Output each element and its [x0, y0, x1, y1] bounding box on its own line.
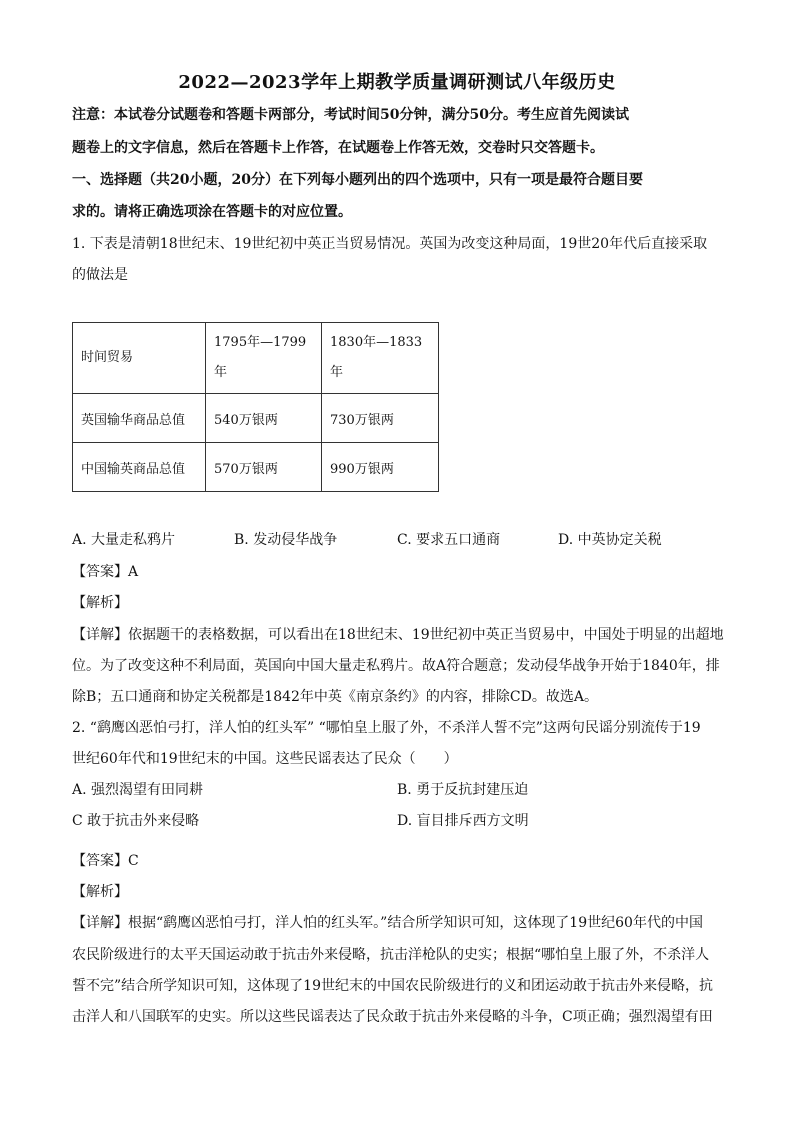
table-row	[73, 443, 439, 492]
q1-detail-line-3: 除B；五口通商和协定关税都是1842年中英《南京条约》的内容，排除CD。故选A。	[72, 689, 598, 705]
section-heading-line-2: 求的。请将正确选项涂在答题卡的对应位置。	[72, 204, 352, 220]
q2-option-a: A. 强烈渴望有田同耕	[72, 782, 204, 798]
table-row	[73, 394, 439, 443]
q2-detail-line-1: 【详解】根据“鹞鹰凶恶怕弓打，洋人怕的红头军。”结合所学知识可知，这体现了19世纪60年代的中国	[72, 915, 703, 931]
q2-option-d: D. 盲目排斥西方文明	[397, 813, 529, 829]
page-title: 2022—2023学年上期教学质量调研测试八年级历史	[178, 72, 616, 93]
q1-option-a: A. 大量走私鸦片	[72, 532, 176, 548]
q2-stem-line-1: 2. “鹞鹰凶恶怕弓打，洋人怕的红头军” “哪怕皇上服了外，不杀洋人誓不完”这两句民谣分别流传于19	[72, 720, 701, 736]
q2-option-b: B. 勇于反抗封建压迫	[397, 782, 529, 798]
q1-stem-line-2: 的做法是	[72, 267, 128, 283]
q2-stem-line-2: 世纪60年代和19世纪末的中国。这些民谣表达了民众（ ）	[72, 751, 458, 767]
table-cell: 中国输英商品总值	[73, 443, 206, 492]
q1-analysis-label: 【解析】	[72, 595, 128, 611]
q2-detail-line-3: 誓不完”结合所学知识可知，这体现了19世纪末的中国农民阶级进行的义和团运动敢于抗击外来侵略，抗	[72, 978, 713, 994]
notice-line-2: 题卷上的文字信息，然后在答题卡上作答，在试题卷上作答无效，交卷时只交答题卡。	[72, 140, 604, 156]
q2-detail-line-2: 农民阶级进行的太平天国运动敢于抗击外来侵略，抗击洋枪队的史实；根据“哪怕皇上服了外，不杀洋人	[72, 947, 710, 963]
q1-option-c: C. 要求五口通商	[397, 532, 501, 548]
table-header-cell: 1795年—1799年	[206, 323, 322, 394]
table-cell: 570万银两	[206, 443, 322, 492]
trade-table	[72, 322, 439, 492]
q1-detail-line-1: 【详解】依据题干的表格数据，可以看出在18世纪末、19世纪初中英正当贸易中，中国处于明显的出超地	[72, 627, 724, 643]
table-cell: 730万银两	[322, 394, 439, 443]
table-header-cell: 1830年—1833年	[322, 323, 439, 394]
q2-detail-line-4: 击洋人和八国联军的史实。所以这些民谣表达了民众敢于抗击外来侵略的斗争，C项正确；强烈渴望有田	[72, 1009, 713, 1025]
q1-stem-line-1: 1. 下表是清朝18世纪末、19世纪初中英正当贸易情况。英国为改变这种局面，19世20年代后直接采取	[72, 236, 708, 252]
q1-detail-line-2: 位。为了改变这种不利局面，英国向中国大量走私鸦片。故A符合题意；发动侵华战争开始于1840年，排	[72, 658, 720, 674]
table-cell: 540万银两	[206, 394, 322, 443]
q1-option-d: D. 中英协定关税	[558, 532, 662, 548]
table-header-row	[73, 323, 439, 394]
section-heading-line-1: 一、选择题（共20小题，20分）在下列每小题列出的四个选项中，只有一项是最符合题目要	[72, 172, 643, 188]
table-header-cell: 时间贸易	[73, 323, 206, 394]
q2-option-c: C 敢于抗击外来侵略	[72, 813, 200, 829]
q2-answer: 【答案】C	[72, 853, 139, 869]
q1-answer: 【答案】A	[72, 564, 139, 580]
notice-line-1: 注意：本试卷分试题卷和答题卡两部分，考试时间50分钟，满分50分。考生应首先阅读试	[72, 107, 629, 123]
table-cell: 990万银两	[322, 443, 439, 492]
table-cell: 英国输华商品总值	[73, 394, 206, 443]
q1-option-b: B. 发动侵华战争	[234, 532, 338, 548]
q2-analysis-label: 【解析】	[72, 884, 128, 900]
